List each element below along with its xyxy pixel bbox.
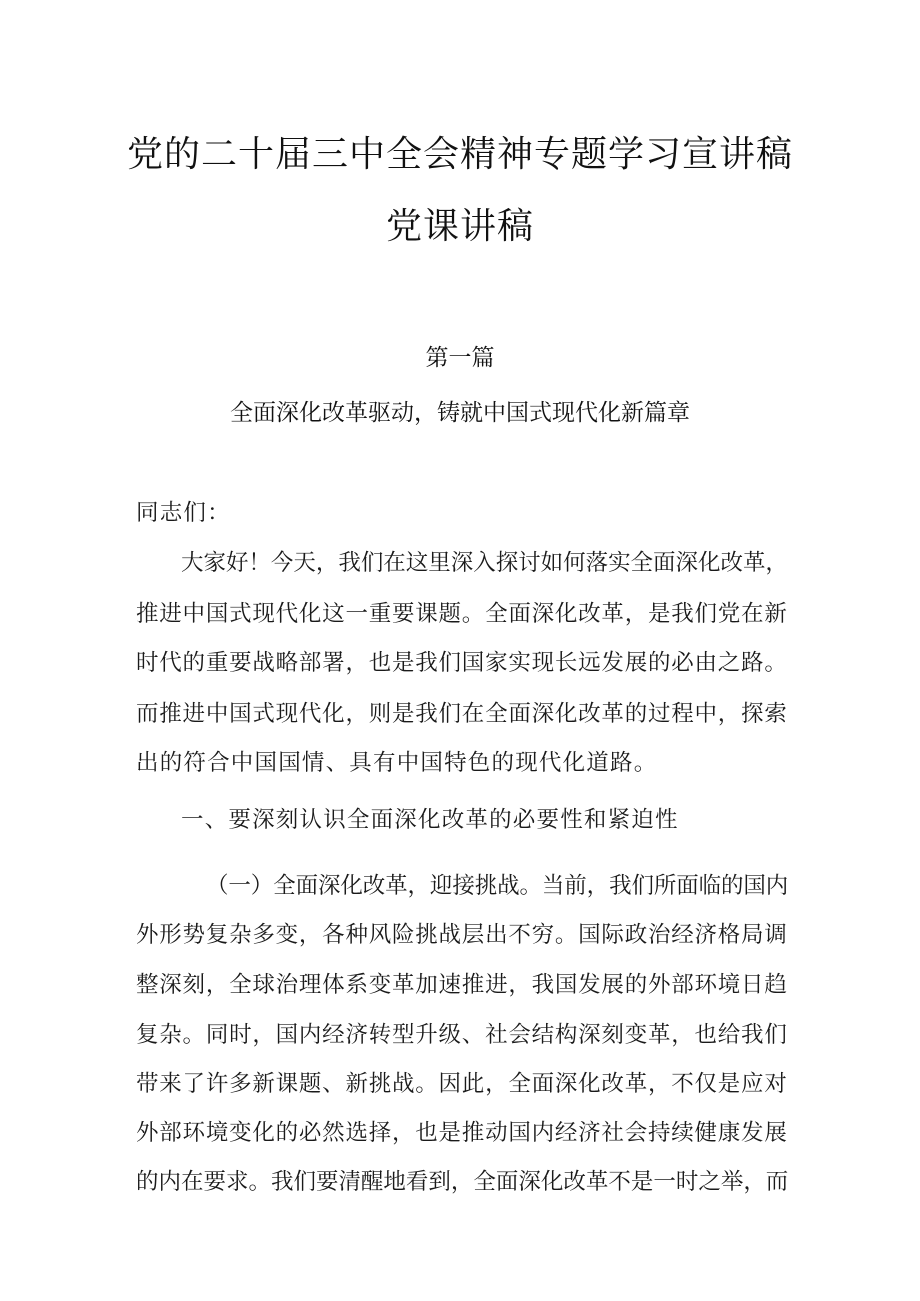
paragraph-line: （一）全面深化改革，迎接挑战。当前，我们所面临的国内	[206, 873, 789, 899]
part-title: 全面深化改革驱动，铸就中国式现代化新篇章	[230, 400, 690, 426]
section-heading: 一、要深刻认识全面深化改革的必要性和紧迫性	[181, 807, 679, 833]
paragraph-line: 复杂。同时，国内经济转型升级、社会结构深刻变革，也给我们	[136, 1022, 788, 1048]
paragraph-line: 大家好！今天，我们在这里深入探讨如何落实全面深化改革，	[181, 550, 788, 576]
paragraph-line: 带来了许多新课题、新挑战。因此，全面深化改革，不仅是应对	[136, 1071, 788, 1097]
paragraph-line: 时代的重要战略部署，也是我们国家实现长远发展的必由之路。	[136, 650, 788, 676]
paragraph-line: 推进中国式现代化这一重要课题。全面深化改革，是我们党在新	[136, 601, 788, 627]
paragraph-line: 出的符合中国国情、具有中国特色的现代化道路。	[136, 750, 658, 776]
part-label: 第一篇	[425, 345, 495, 371]
salutation: 同志们：	[136, 500, 231, 526]
paragraph-line: 外部环境变化的必然选择，也是推动国内经济社会持续健康发展	[136, 1120, 788, 1146]
paragraph-line: 而推进中国式现代化，则是我们在全面深化改革的过程中，探索	[136, 701, 788, 727]
paragraph-line: 的内在要求。我们要清醒地看到，全面深化改革不是一时之举，而	[136, 1169, 789, 1195]
document-subtitle: 党课讲稿	[385, 206, 534, 247]
paragraph-line: 整深刻，全球治理体系变革加速推进，我国发展的外部环境日趋	[136, 972, 788, 998]
paragraph-line: 外形势复杂多变，各种风险挑战层出不穷。国际政治经济格局调	[136, 922, 788, 948]
document-title: 党的二十届三中全会精神专题学习宣讲稿	[126, 134, 793, 175]
